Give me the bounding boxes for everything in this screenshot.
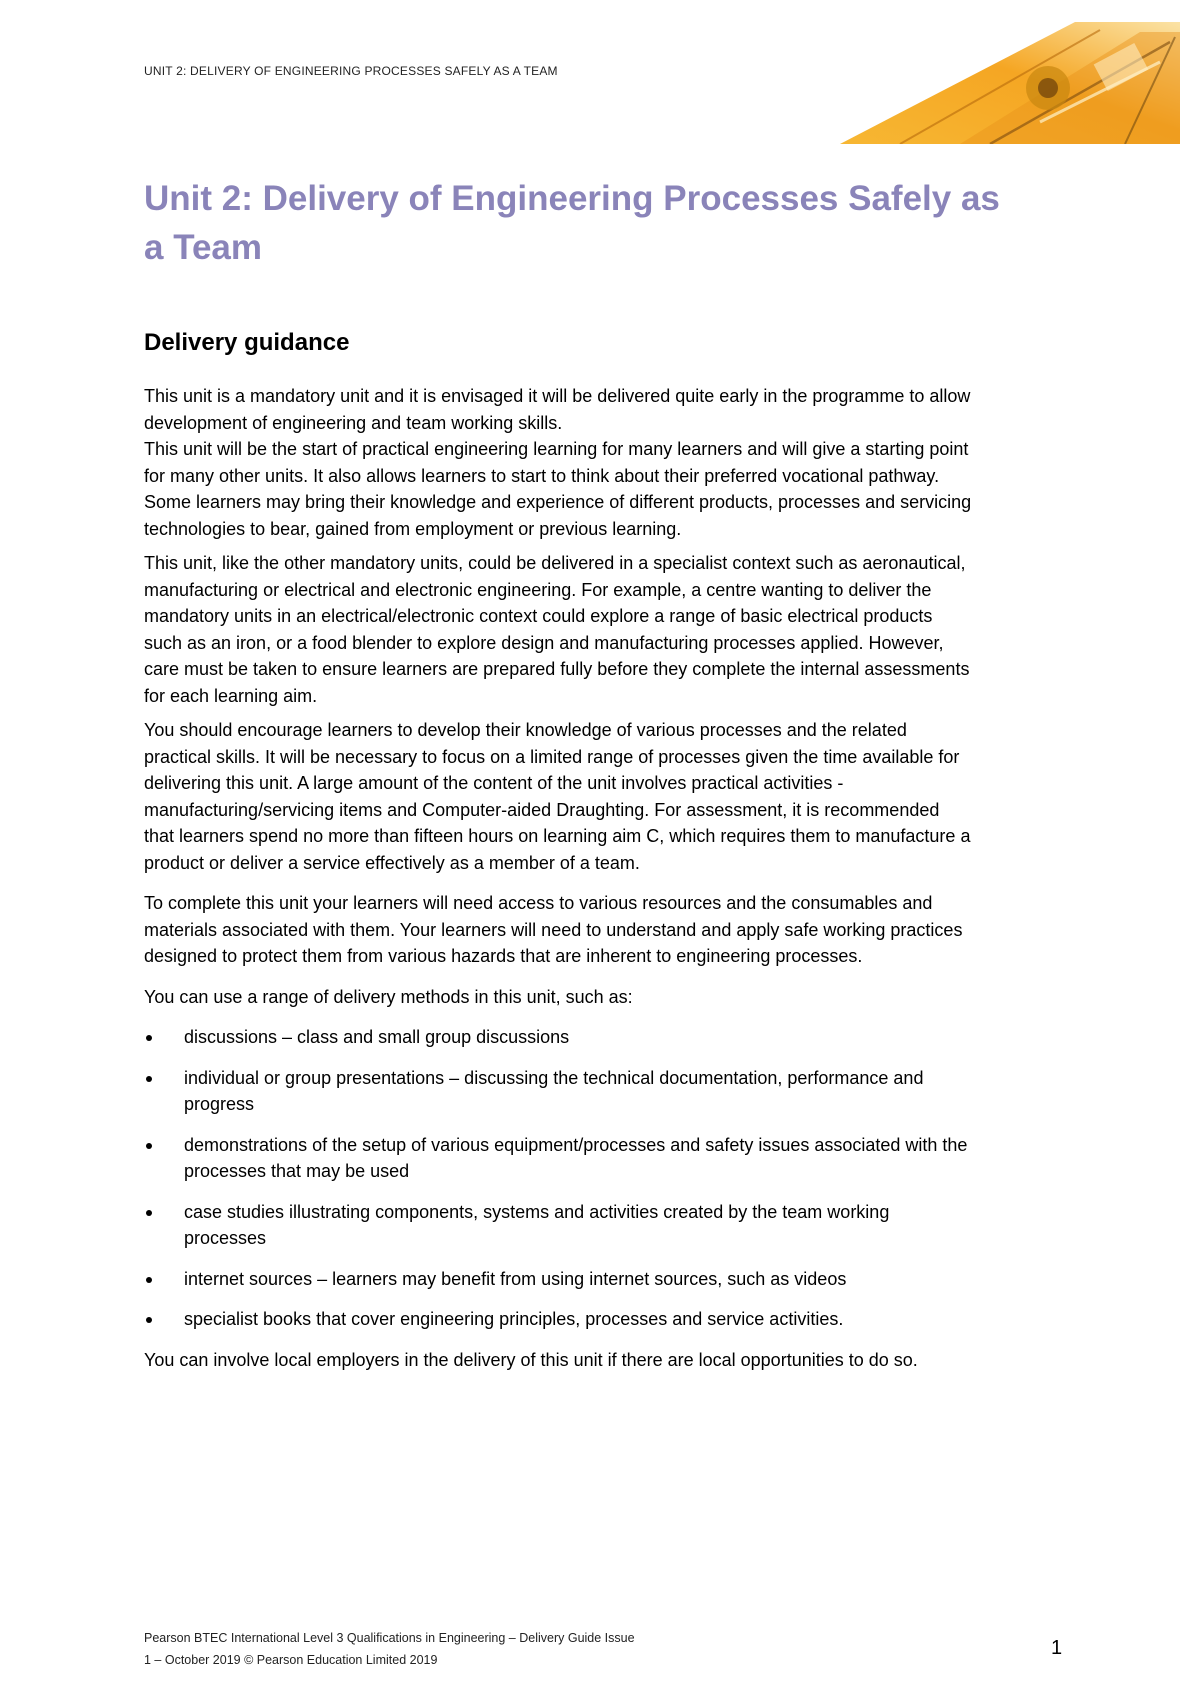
engineering-photo-banner-icon	[840, 22, 1180, 144]
list-item	[144, 1199, 974, 1252]
list-item-text: individual or group presentations – discussing the technical documentation, performance and progress	[184, 1067, 924, 1114]
paragraph: You should encourage learners to develop their knowledge of various processes and the related practical skills. It will be necessary to focus on a limited range of processes given the time available for delivering this unit. A large amount of the content of the unit involves practical activities - manufacturing/servicing items and Computer-aided Draughting. For assessment, it is recommended that learners spend no more than fifteen hours on learning aim C, which requires them to manufacture a product or deliver a service effectively as a member of a team.	[144, 720, 971, 873]
list-item	[144, 1024, 974, 1051]
bullet-dot-icon	[146, 1035, 152, 1041]
bullet-dot-icon	[146, 1210, 152, 1216]
delivery-methods-list	[144, 1024, 974, 1333]
list-item	[144, 1306, 974, 1333]
list-item	[144, 1132, 974, 1185]
list-item-text: discussions – class and small group discussions	[184, 1027, 570, 1047]
bullet-dot-icon	[146, 1143, 152, 1149]
page-footer	[144, 1627, 635, 1671]
document-title: Unit 2: Delivery of Engineering Processes Safely as a Team	[144, 179, 1000, 267]
footer-line: Pearson BTEC International Level 3 Qualifications in Engineering – Delivery Guide Issue	[144, 1631, 635, 1645]
bullet-dot-icon	[146, 1076, 152, 1082]
bullet-dot-icon	[146, 1317, 152, 1323]
closing-paragraph: You can involve local employers in the delivery of this unit if there are local opportunities to do so.	[144, 1349, 918, 1370]
paragraph: This unit is a mandatory unit and it is envisaged it will be delivered quite early in the programme to allow development of engineering and team working skills.	[144, 386, 971, 433]
paragraph: This unit will be the start of practical engineering learning for many learners and will give a starting point for many other units. It also allows learners to start to think about their preferred vocational pathway. Some learners may bring their knowledge and experience of different products, processes and servicing technologies to bear, gained from employment or previous learning.	[144, 439, 972, 539]
list-item	[144, 1065, 974, 1118]
list-item-text: case studies illustrating components, systems and activities created by the team working processes	[184, 1201, 890, 1248]
list-item-text: internet sources – learners may benefit from using internet sources, such as videos	[184, 1268, 847, 1289]
paragraph: You can use a range of delivery methods in this unit, such as:	[144, 986, 633, 1007]
bullet-dot-icon	[146, 1277, 152, 1283]
running-header: UNIT 2: DELIVERY OF ENGINEERING PROCESSES SAFELY AS A TEAM	[144, 64, 558, 78]
footer-line: 1 – October 2019 © Pearson Education Limited 2019	[144, 1653, 438, 1667]
document-body	[144, 326, 974, 1381]
paragraph: To complete this unit your learners will need access to various resources and the consumables and materials associated with them. Your learners will need to understand and apply safe working practices designed to protect them from various hazards that are inherent to engineering processes.	[144, 893, 963, 966]
list-item-text: demonstrations of the setup of various equipment/processes and safety issues associated with the processes that may be used	[184, 1134, 968, 1181]
page-number: 1	[1051, 1637, 1063, 1659]
list-item	[144, 1266, 974, 1293]
section-heading: Delivery guidance	[144, 329, 350, 356]
paragraph: This unit, like the other mandatory units, could be delivered in a specialist context such as aeronautical, manufacturing or electrical and electronic engineering. For example, a centre wanting to deliver the mandatory units in an electrical/electronic context could explore a range of basic electrical products such as an iron, or a food blender to explore design and manufacturing processes applied. However, care must be taken to ensure learners are prepared fully before they complete the internal assessments for each learning aim.	[144, 553, 970, 706]
list-item-text: specialist books that cover engineering principles, processes and service activities.	[184, 1309, 844, 1329]
